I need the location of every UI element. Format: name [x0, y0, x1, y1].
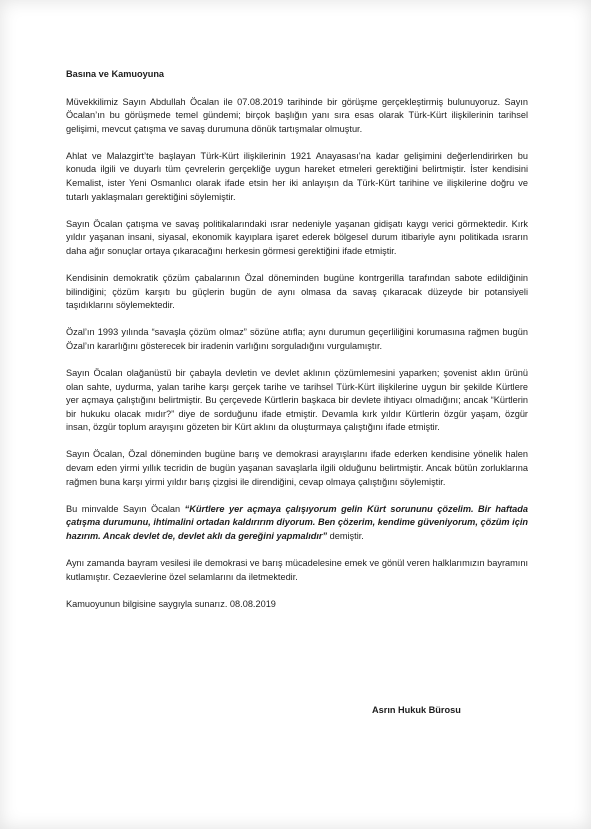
document-body [66, 68, 528, 625]
document-heading: Basına ve Kamuoyuna [66, 69, 165, 79]
paragraph-6: Sayın Öcalan olağanüstü bir çabayla devletin ve devlet aklının çözümlemesini yaparken; şovenist aklın ürünü olan sahte, uydurma, yalan tarihe karşı gerçek tarihe ve tarihsel Türk-Kürt ilişkilerine uygun bir şekilde Kürtlere yer açmaya çalıştığını belirtmiştir. Bu çerçevede Kürtlerin başkaca bir devlete ihtiyacı olmadığını; ancak “Kürtlerin bir hukuku olacak mıdır?” diye de sorduğunu ifade etmiştir. Devamla kırk yıldır Kürtlerin özgür yaşam, özgür insan, özgür toplum arayışını gözeten bir Kürt aklını da oluşturmaya çalıştığını ifade etmiştir. [66, 368, 528, 433]
paragraph-5: Özal’ın 1993 yılında “savaşla çözüm olmaz” sözüne atıfla; aynı durumun geçerliliğini korumasına rağmen bugün Özal’ın kararlığını gösterecek bir iradenin varlığını sorguladığını vurgulamıştır. [66, 327, 528, 351]
paragraph-7: Sayın Öcalan, Özal döneminden bugüne barış ve demokrasi arayışlarını ifade ederken kendisine yönelik halen devam eden yirmi yıllık tecridin de bugün yaşanan savaşlarla ilgili olduğunu belirtmiştir. Ancak bütün zorluklarına rağmen buna karşı yirmi yıldır barış çizgisi ile direndiğini, cevap olmaya çalıştığını söylemiştir. [66, 449, 528, 487]
quote-paragraph [66, 503, 528, 544]
signature: Asrın Hukuk Bürosu [372, 705, 461, 715]
paragraph-3: Sayın Öcalan çatışma ve savaş politikalarındaki ısrar nedeniyle yaşanan gidişatı kaygı verici görmektedir. Kırk yıldır yaşanan insani, siyasal, ekonomik kayıplara işaret ederek bölgesel durum itibariyle aynı politikada ısrarın daha ağır sonuçlar ortaya çıkaracağını herkesin görmesi gerektiğini ifade etmiştir. [66, 218, 528, 256]
quote-intro: Bu minvalde Sayın Öcalan [66, 503, 185, 514]
paragraph-1: Müvekkilimiz Sayın Abdullah Öcalan ile 07.08.2019 tarihinde bir görüşme gerçekleştirmiş bulunuyoruz. Sayın Öcalan’ın bu görüşmede temel gündemi; birçok başlığın yanı sıra esas olarak Türk-Kürt ilişkilerinin tarihsel gelişimi, mevcut çatışma ve savaş durumuna dönük tartışmalar olmuştur. [66, 96, 528, 134]
quote-text: “Kürtlere yer açmaya çalışıyorum gelin Kürt sorununu çözelim. Bir haftada çatışma durumunu, ihtimalini ortadan kaldırırım diyorum. Ben çözerim, kendime güveniyorum, çözüm için hazırım. Ancak devlet de, devlet aklı da gereğini yapmalıdır” [66, 503, 528, 541]
closing-paragraph-1: Aynı zamanda bayram vesilesi ile demokrasi ve barış mücadelesine emek ve gönül veren halklarımızın bayramını kutlamıştır. Cezaevlerine özel selamlarını da iletmektedir. [66, 558, 528, 582]
quote-outro: demiştir. [327, 530, 364, 541]
paragraph-4: Kendisinin demokratik çözüm çabalarının Özal döneminden bugüne kontrgerilla tarafından sabote edildiğinin bilindiğini; çözüm karşıtı bu güçlerin bugün de aynı olmasa da savaş çıkaracak düzeyde bir potansiyeli taşıdıklarını söylemektedir. [66, 273, 528, 311]
paragraph-2: Ahlat ve Malazgirt’te başlayan Türk-Kürt ilişkilerinin 1921 Anayasası’na kadar gelişimini değerlendirirken bu konuda ilgili ve duyarlı tüm çevrelerin gerçekliğe uygun hareket etmeleri gerektiğini belirtmiştir. İster kendisini Kemalist, ister Yeni Osmanlıcı olarak ifade etsin her iki anlayışın da Türk-Kürt tarihine ve ilişkilerine doğru ve tutarlı yaklaşmaları gerektiğini söylemiştir. [66, 150, 528, 202]
closing-paragraph-2: Kamuoyunun bilgisine saygıyla sunarız. 08.08.2019 [66, 598, 276, 609]
